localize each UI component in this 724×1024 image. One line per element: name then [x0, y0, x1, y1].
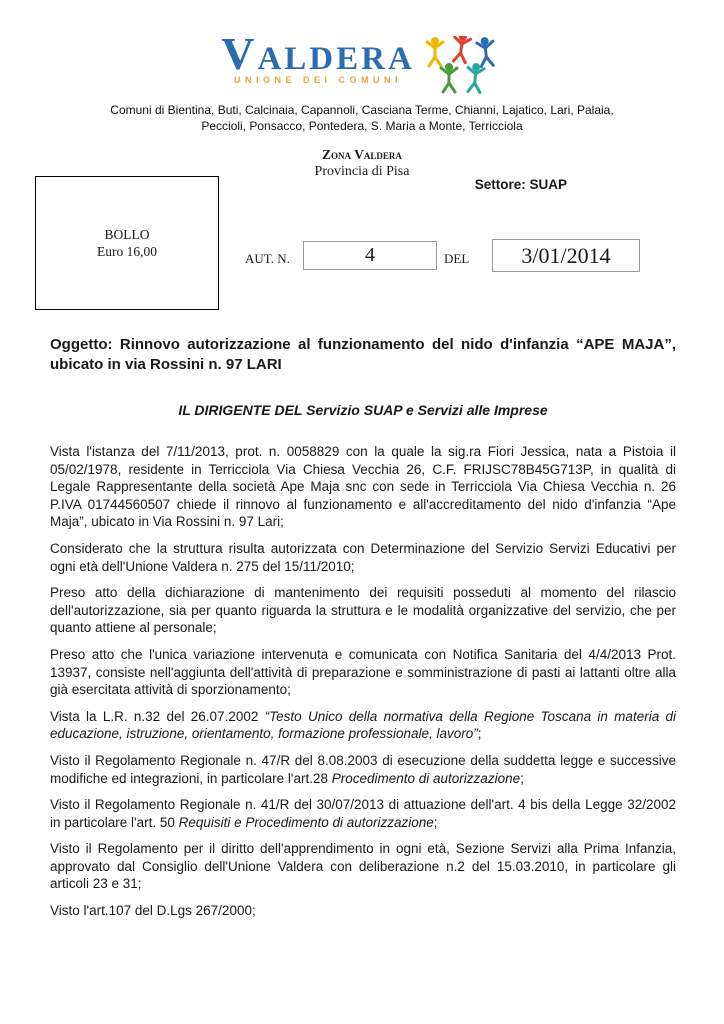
- bollo-stamp-box: [35, 176, 219, 310]
- document-header: [0, 0, 724, 180]
- body-paragraph: [50, 840, 676, 893]
- logo: [0, 28, 724, 96]
- del-label: DEL: [444, 251, 470, 266]
- paragraph-text: “Testo Unico della normativa della Regione Toscana in materia di educazione, istruzione, orientamento, formazione professionale, lavoro”: [50, 708, 676, 742]
- body-paragraph: [50, 902, 676, 920]
- bollo-amount: Euro 16,00: [97, 244, 157, 259]
- body-paragraph: [50, 752, 676, 787]
- paragraph-text: Vista l'istanza del 7/11/2013, prot. n. 0058829 con la quale la sig.ra Fiori Jessica, nata a Pistoia il 05/02/1978, residente in Terricciola Via Chiesa Vecchia 26, C.F. FRIJSC78B45G713P, in qualità di Legale Rappresentante della società Ape Maja snc con sede in Terricciola Via Chiesa Vecchia n. 26 P.IVA 01744560507 chiede il rinnovo al funzionamento e all'accreditamento del nido d'infanzia “Ape Maja”, ubicato in Via Rossini n. 97 Lari;: [50, 444, 676, 530]
- paragraph-text: Procedimento di autorizzazione: [331, 770, 521, 786]
- paragraph-text: Preso atto che l'unica variazione intervenuta e comunicata con Notifica Sanitaria del 4/4/2013 Prot. 13937, consiste nell'aggiunta dell'attività di preparazione e somministrazione di pasti ai lattanti oltre alla già esercitata attività di sporzionamento;: [50, 646, 676, 698]
- body-paragraph: [50, 646, 676, 699]
- aut-number-value: 4: [365, 244, 375, 266]
- provincia-label: Provincia di Pisa: [314, 164, 410, 179]
- paragraph-text: Visto il Regolamento per il diritto dell'apprendimento in ogni età, Sezione Servizi alla Prima Infanzia, approvato dal Consiglio dell'Unione Valdera con deliberazione n.2 del 15.03.2010, in particolare gli articoli 23 e 31;: [50, 841, 676, 892]
- body-paragraph: [50, 708, 676, 743]
- paragraph-text: Visto l'art.107 del D.Lgs 267/2000;: [50, 903, 256, 919]
- dirigente-heading: IL DIRIGENTE DEL Servizio SUAP e Servizi alle Imprese: [178, 402, 548, 418]
- document-body: [50, 335, 676, 929]
- aut-date-box: [492, 239, 640, 272]
- comuni-list: [0, 103, 724, 134]
- paragraph-text: ;: [520, 770, 524, 786]
- body-paragraph: [50, 796, 676, 831]
- logo-subtitle: UNIONE DEI COMUNI: [233, 75, 402, 85]
- logo-figures-icon: [419, 36, 503, 96]
- bollo-label: BOLLO: [104, 227, 150, 242]
- paragraph-text: Visto il Regolamento Regionale n. 41/R del 30/07/2013 di attuazione dell'art. 4 bis della Legge 32/2002 in particolare l'art. 50: [50, 797, 676, 830]
- paragraph-text: ;: [433, 814, 438, 830]
- body-paragraphs: [50, 443, 676, 920]
- aut-date-value: 3/01/2014: [521, 243, 611, 268]
- comuni-line-2: Peccioli, Ponsacco, Pontedera, S. Maria a Monte, Terricciola: [201, 118, 523, 133]
- body-paragraph: [50, 540, 676, 575]
- paragraph-text: Vista la L.R. n.32 del 26.07.2002: [50, 708, 265, 724]
- aut-number-box: [303, 241, 437, 270]
- figure-yellow-icon: [427, 37, 443, 66]
- paragraph-text: Visto il Regolamento Regionale n. 47/R del 8.08.2003 di esecuzione della suddetta legge e successive modifiche ed integrazioni, in particolare l'art.28: [50, 752, 676, 786]
- body-paragraph: [50, 584, 676, 637]
- body-paragraph: [50, 443, 676, 531]
- subject-line: Oggetto: Rinnovo autorizzazione al funzionamento del nido d'infanzia “APE MAJA”, ubicato in via Rossini n. 97 LARI: [50, 336, 676, 373]
- paragraph-text: ;: [477, 726, 482, 742]
- logo-text: [221, 28, 415, 85]
- paragraph-text: Considerato che la struttura risulta autorizzata con Determinazione del Servizio Servizi Educativi per ogni età dell'Unione Valdera n. 275 del 15/11/2010;: [50, 540, 676, 574]
- comuni-line-1: Comuni di Bientina, Buti, Calcinaia, Capannoli, Casciana Terme, Chianni, Lajatico, Lari, Palaia,: [110, 103, 614, 117]
- figure-red-icon: [451, 36, 471, 63]
- figure-blue-icon: [476, 36, 495, 67]
- aut-number-label: AUT. N.: [245, 251, 290, 266]
- logo-title: VALDERA: [221, 28, 415, 79]
- settore-label: Settore: SUAP: [474, 177, 567, 192]
- paragraph-text: Preso atto della dichiarazione di mantenimento dei requisiti posseduti al momento del rilascio dell'autorizzazione, sia per quanto riguarda la struttura e le modalità organizzative del servizio, che per quanto attiene al personale;: [50, 585, 676, 636]
- figure-green-icon: [441, 63, 457, 92]
- paragraph-text: Requisiti e Procedimento di autorizzazione: [178, 814, 434, 830]
- zona-label: Zona Valdera: [322, 147, 402, 162]
